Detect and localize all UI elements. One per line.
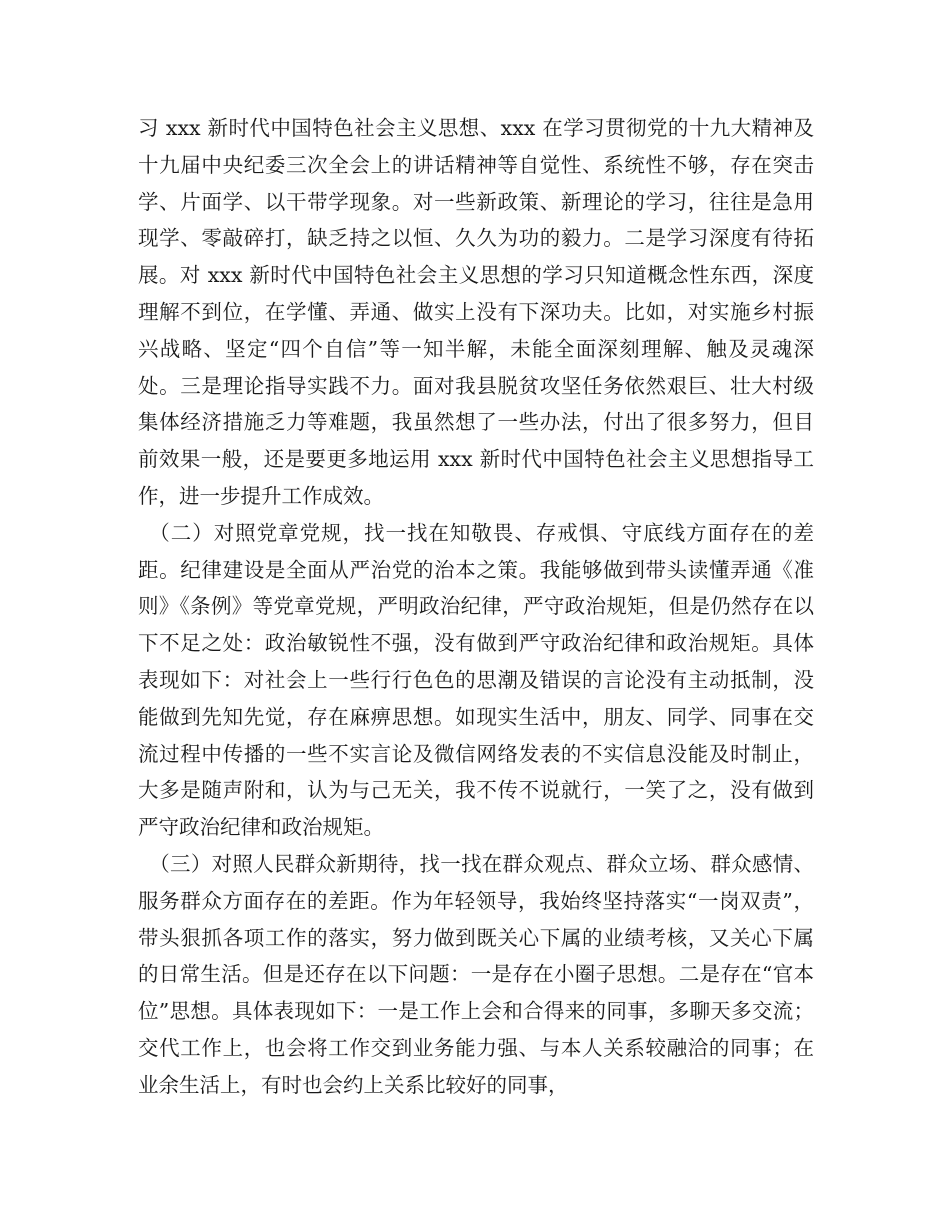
document-body bbox=[138, 110, 814, 1104]
paragraph-section-3: （三）对照人民群众新期待，找一找在群众观点、群众立场、群众感情、服务群众方面存在的差距。作为年轻领导，我始终坚持落实“一岗双责”，带头狠抓各项工作的落实，努力做到既关心下属的业绩考核，又关心下属的日常生活。但是还存在以下问题：一是存在小圈子思想。二是存在“官本位”思想。具体表现如下：一是工作上会和合得来的同事，多聊天多交流；交代工作上，也会将工作交到业务能力强、与本人关系较融洽的同事；在业余生活上，有时也会约上关系比较好的同事， bbox=[138, 851, 814, 1097]
paragraph-continuation: 习 xxx 新时代中国特色社会主义思想、xxx 在学习贯彻党的十九大精神及十九届中央纪委三次全会上的讲话精神等自觉性、系统性不够，存在突击学、片面学、以干带学现象。对一些新政策、新理论的学习，往往是急用现学、零敲碎打，缺乏持之以恒、久久为功的毅力。二是学习深度有待拓展。对 xxx 新时代中国特色社会主义思想的学习只知道概念性东西，深度理解不到位，在学懂、弄通、做实上没有下深功夫。比如，对实施乡村振兴战略、坚定“四个自信”等一知半解，未能全面深刻理解、触及灵魂深处。三是理论指导实践不力。面对我县脱贫攻坚任务依然艰巨、壮大村级集体经济措施乏力等难题，我虽然想了一些办法，付出了很多努力，但目前效果一般，还是要更多地运用 xxx 新时代中国特色社会主义思想指导工作，进一步提升工作成效。 bbox=[138, 116, 814, 508]
paragraph-section-2: （二）对照党章党规，找一找在知敬畏、存戒惧、守底线方面存在的差距。纪律建设是全面从严治党的治本之策。我能够做到带头读懂弄通《准则》《条例》等党章党规，严明政治纪律，严守政治规矩，但是仍然存在以下不足之处：政治敏锐性不强，没有做到严守政治纪律和政治规矩。具体表现如下：对社会上一些行行色色的思潮及错误的言论没有主动抵制，没能做到先知先觉，存在麻痹思想。如现实生活中，朋友、同学、同事在交流过程中传播的一些不实言论及微信网络发表的不实信息没能及时制止，大多是随声附和，认为与己无关，我不传不说就行，一笑了之，没有做到严守政治纪律和政治规矩。 bbox=[138, 520, 814, 840]
